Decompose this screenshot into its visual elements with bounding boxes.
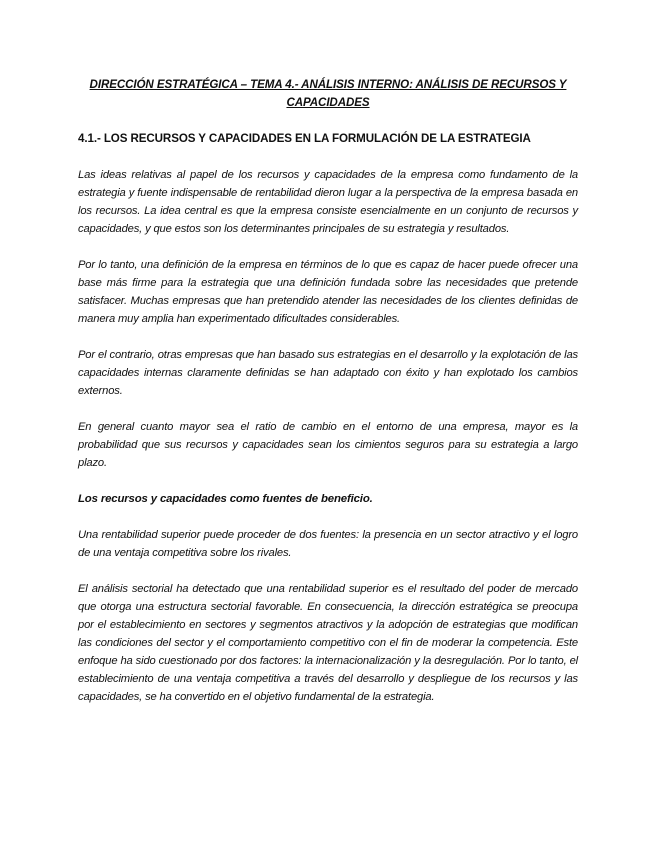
document-page bbox=[78, 76, 578, 724]
section-heading: 4.1.- LOS RECURSOS Y CAPACIDADES EN LA FORMULACIÓN DE LA ESTRATEGIA bbox=[78, 132, 531, 145]
paragraph-4: En general cuanto mayor sea el ratio de cambio en el entorno de una empresa, mayor es la probabilidad que sus recursos y capacidades sean los cimientos seguros para su estrategia a largo plazo. bbox=[78, 421, 578, 469]
paragraph-3: Por el contrario, otras empresas que han basado sus estrategias en el desarrollo y la explotación de las capacidades internas claramente definidas se han adaptado con éxito y han explotado los cambios externos. bbox=[78, 349, 578, 397]
paragraph-5: Una rentabilidad superior puede proceder de dos fuentes: la presencia en un sector atractivo y el logro de una ventaja competitiva sobre los rivales. bbox=[78, 529, 578, 559]
paragraph-1: Las ideas relativas al papel de los recursos y capacidades de la empresa como fundamento de la estrategia y fuente indispensable de rentabilidad dieron lugar a la perspectiva de la empresa basada en los recursos. La idea central es que la empresa consiste esencialmente en un conjunto de recursos y capacidades, y que estos son los determinantes principales de su estrategia y resultados. bbox=[78, 169, 578, 235]
subheading-benefit-sources: Los recursos y capacidades como fuentes de beneficio. bbox=[78, 493, 373, 505]
paragraph-6: El análisis sectorial ha detectado que una rentabilidad superior es el resultado del poder de mercado que otorga una estructura sectorial favorable. En consecuencia, la dirección estratégica se preocupa por el establecimiento en sectores y segmentos atractivos y la adopción de estrategias que modifican las condiciones del sector y el comportamiento competitivo con el fin de moderar la competencia. Este enfoque ha sido cuestionado por dos factores: la internacionalización y la desregulación. Por lo tanto, el establecimiento de una ventaja competitiva a través del desarrollo y despliegue de los recursos y las capacidades, se ha convertido en el objetivo fundamental de la estrategia. bbox=[78, 583, 578, 703]
paragraph-2: Por lo tanto, una definición de la empresa en términos de lo que es capaz de hacer puede ofrecer una base más firme para la estrategia que una definición fundada sobre las necesidades que pretende satisfacer. Muchas empresas que han pretendido atender las necesidades de los clientes definidas de manera muy amplia han experimentado dificultades considerables. bbox=[78, 259, 578, 325]
document-title: DIRECCIÓN ESTRATÉGICA – TEMA 4.- ANÁLISIS INTERNO: ANÁLISIS DE RECURSOS Y CAPACIDADES bbox=[89, 78, 567, 109]
